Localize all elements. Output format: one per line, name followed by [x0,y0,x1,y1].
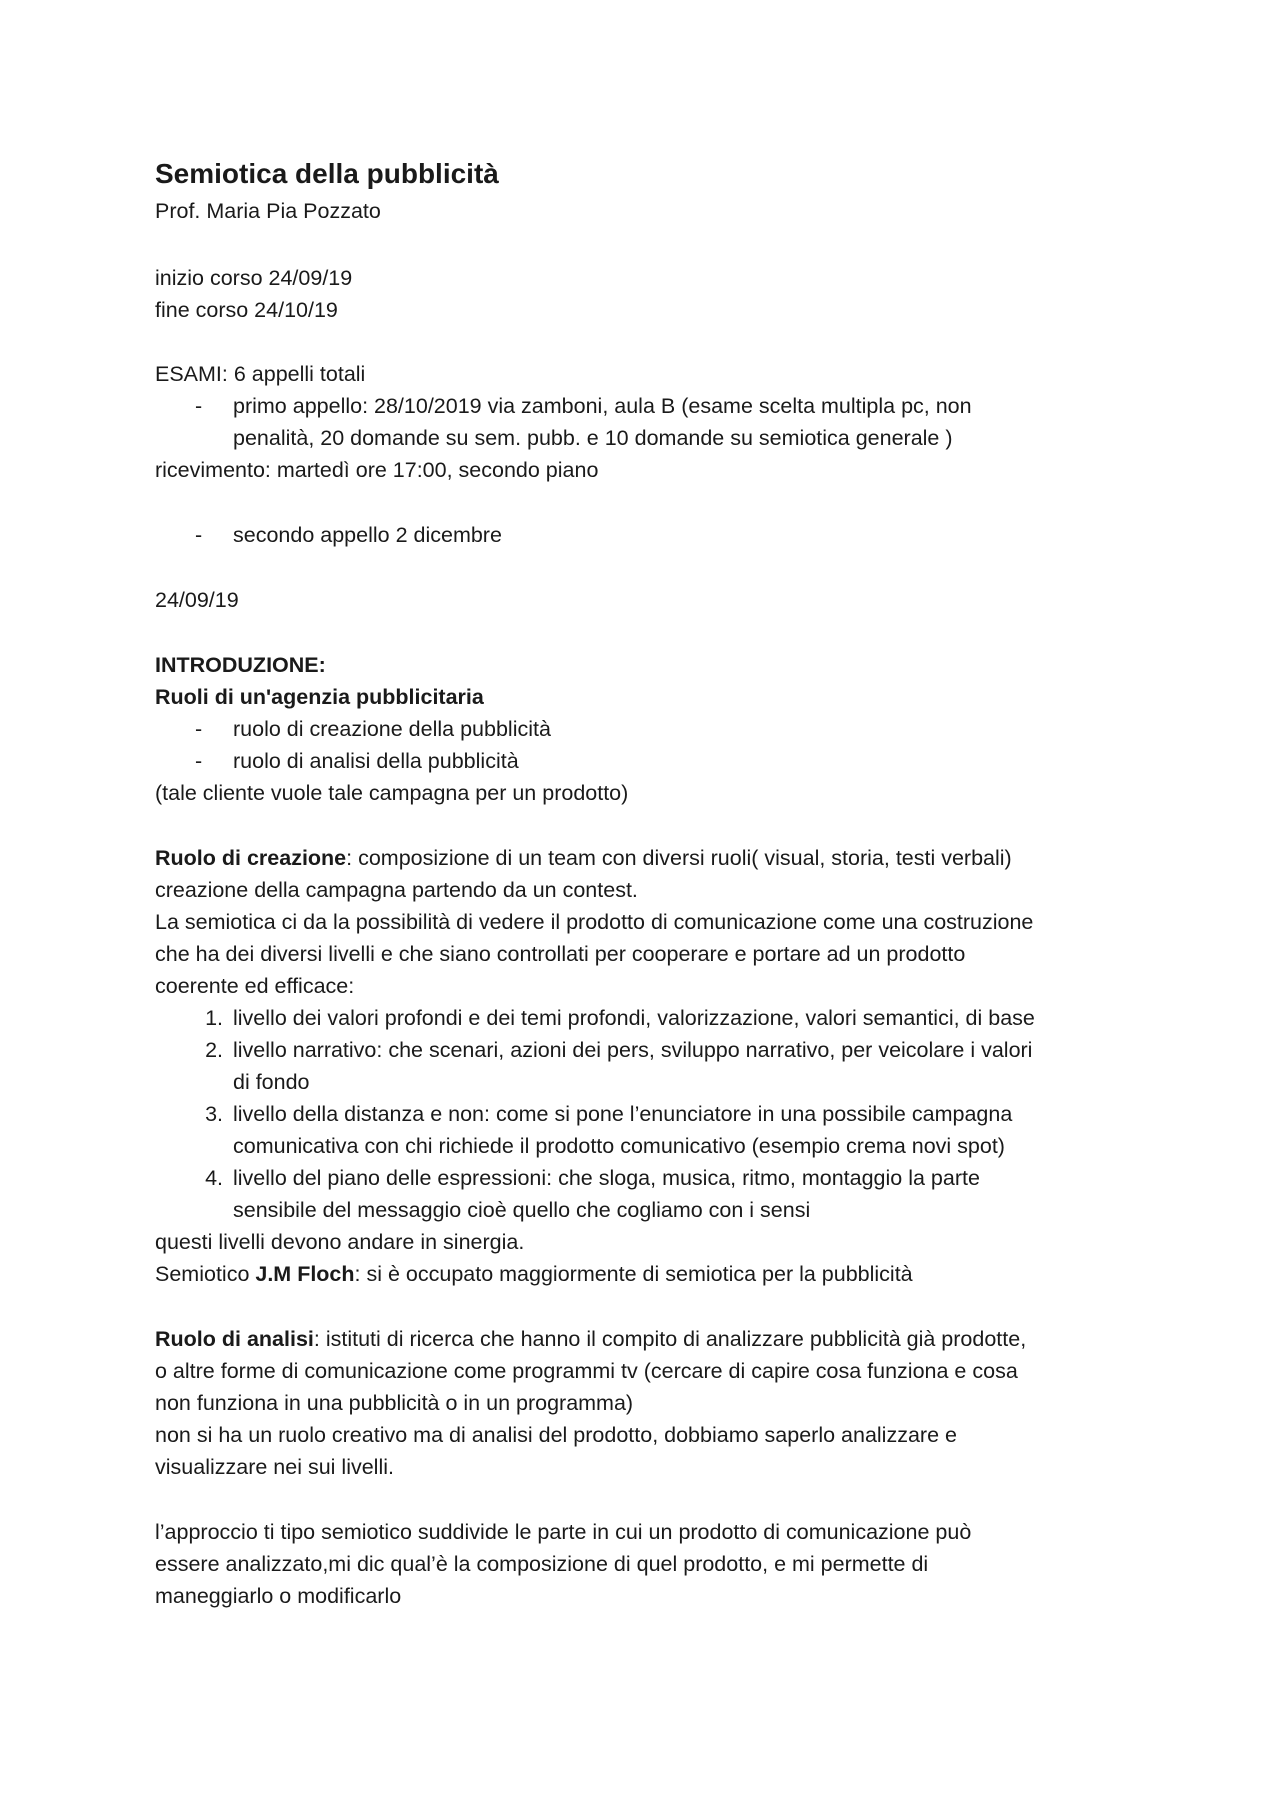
exams-heading: ESAMI: 6 appelli totali [155,362,366,386]
level-item-continued: sensibile del messaggio cioè quello che cogliamo con i sensi [233,1198,811,1222]
level-item: livello narrativo: che scenari, azioni dei pers, sviluppo narrativo, per veicolare i valori [233,1038,1033,1062]
floch-prefix: Semiotico [155,1262,256,1286]
analysis-paragraph-line3: non funziona in una pubblicità o in un programma) [155,1391,634,1415]
list-marker: - [195,394,203,418]
analysis-paragraph-line5: visualizzare nei sui livelli. [155,1455,394,1479]
office-hours: ricevimento: martedì ore 17:00, secondo piano [155,458,599,482]
floch-name: J.M Floch [255,1262,355,1286]
analysis-label: Ruolo di analisi [155,1327,314,1351]
creation-paragraph-line1 [155,843,1012,873]
level-item-continued: comunicativa con chi richiede il prodotto comunicativo (esempio crema novi spot) [233,1134,1005,1158]
intro-heading: INTRODUZIONE: [155,653,326,677]
floch-text: : si è occupato maggiormente di semiotica per la pubblicità [354,1262,913,1286]
document-title: Semiotica della pubblicità [155,158,499,189]
creation-paragraph-line5: coerente ed efficace: [155,974,355,998]
professor-name: Prof. Maria Pia Pozzato [155,199,381,223]
course-start: inizio corso 24/09/19 [155,266,353,290]
level-item: livello del piano delle espressioni: che sloga, musica, ritmo, montaggio la parte [233,1166,980,1190]
second-exam: secondo appello 2 dicembre [233,523,502,547]
synergy-line: questi livelli devono andare in sinergia. [155,1230,525,1254]
level-item: livello dei valori profondi e dei temi profondi, valorizzazione, valori semantici, di base [233,1006,1035,1030]
analysis-paragraph-line4: non si ha un ruolo creativo ma di analisi del prodotto, dobbiamo saperlo analizzare e [155,1423,957,1447]
list-marker: - [195,717,203,741]
floch-line [155,1259,913,1289]
first-exam-line2: penalità, 20 domande su sem. pubb. e 10 domande su semiotica generale ) [233,426,953,450]
first-exam-line1: primo appello: 28/10/2019 via zamboni, aula B (esame scelta multipla pc, non [233,394,972,418]
creation-label: Ruolo di creazione [155,846,347,870]
level-item-continued: di fondo [233,1070,310,1094]
creation-text: : composizione di un team con diversi ruoli( visual, storia, testi verbali) [346,846,1012,870]
approach-line1: l’approccio ti tipo semiotico suddivide le parte in cui un prodotto di comunicazione può [155,1520,972,1544]
list-number: 2. [205,1038,223,1062]
list-number: 1. [205,1006,223,1030]
list-number: 3. [205,1102,223,1126]
roles-heading: Ruoli di un'agenzia pubblicitaria [155,685,484,709]
creation-paragraph-line4: che ha dei diversi livelli e che siano controllati per cooperare e portare ad un prodotto [155,942,966,966]
role-item: ruolo di creazione della pubblicità [233,717,551,741]
approach-line2: essere analizzato,mi dic qual’è la composizione di quel prodotto, e mi permette di [155,1552,929,1576]
approach-line3: maneggiarlo o modificarlo [155,1584,402,1608]
course-end: fine corso 24/10/19 [155,298,338,322]
list-number: 4. [205,1166,223,1190]
analysis-paragraph-line2: o altre forme di comunicazione come programmi tv (cercare di capire cosa funziona e cosa [155,1359,1018,1383]
role-item: ruolo di analisi della pubblicità [233,749,519,773]
lecture-date: 24/09/19 [155,588,239,612]
level-item: livello della distanza e non: come si pone l’enunciatore in una possibile campagna [233,1102,1013,1126]
list-marker: - [195,749,203,773]
creation-paragraph-line3: La semiotica ci da la possibilità di vedere il prodotto di comunicazione come una costruzione [155,910,1034,934]
creation-paragraph-line2: creazione della campagna partendo da un contest. [155,878,638,902]
analysis-text: : istituti di ricerca che hanno il compito di analizzare pubblicità già prodotte, [313,1327,1027,1351]
analysis-paragraph-line1 [155,1324,1026,1354]
list-marker: - [195,523,203,547]
roles-note: (tale cliente vuole tale campagna per un prodotto) [155,781,629,805]
